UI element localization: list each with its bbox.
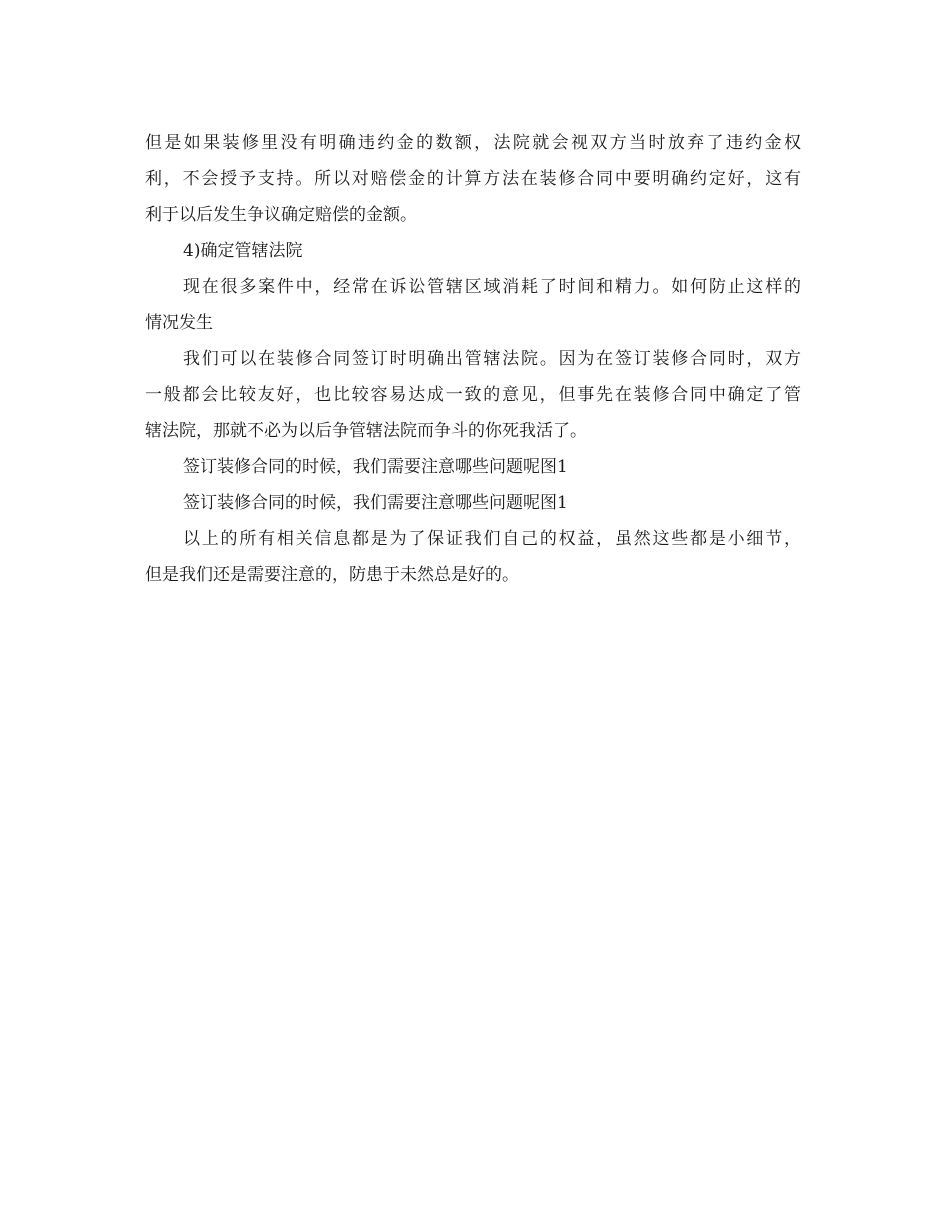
paragraph-line: 我们可以在装修合同签订时明确出管辖法院。因为在签订装修合同时，双方 bbox=[183, 349, 801, 369]
paragraph-line: 利，不会授予支持。所以对赔偿金的计算方法在装修合同中要明确约定好，这有 bbox=[145, 169, 801, 189]
image-caption: 签订装修合同的时候，我们需要注意哪些问题呢图1 bbox=[183, 493, 568, 513]
paragraph-line: 利于以后发生争议确定赔偿的金额。 bbox=[145, 205, 417, 225]
document-body bbox=[145, 128, 801, 590]
image-caption: 签订装修合同的时候，我们需要注意哪些问题呢图1 bbox=[183, 457, 568, 477]
paragraph-line: 一般都会比较友好，也比较容易达成一致的意见，但事先在装修合同中确定了管 bbox=[145, 385, 801, 405]
section-heading: 4)确定管辖法院 bbox=[183, 241, 303, 261]
paragraph-line: 情况发生 bbox=[145, 313, 213, 333]
paragraph-line: 现在很多案件中，经常在诉讼管辖区域消耗了时间和精力。如何防止这样的 bbox=[183, 277, 801, 297]
paragraph-line: 以上的所有相关信息都是为了保证我们自己的权益，虽然这些都是小细节， bbox=[183, 529, 801, 549]
paragraph-line: 但是我们还是需要注意的，防患于未然总是好的。 bbox=[145, 565, 519, 585]
paragraph-line: 但是如果装修里没有明确违约金的数额，法院就会视双方当时放弃了违约金权 bbox=[145, 133, 801, 153]
paragraph-line: 辖法院，那就不必为以后争管辖法院而争斗的你死我活了。 bbox=[145, 421, 587, 441]
